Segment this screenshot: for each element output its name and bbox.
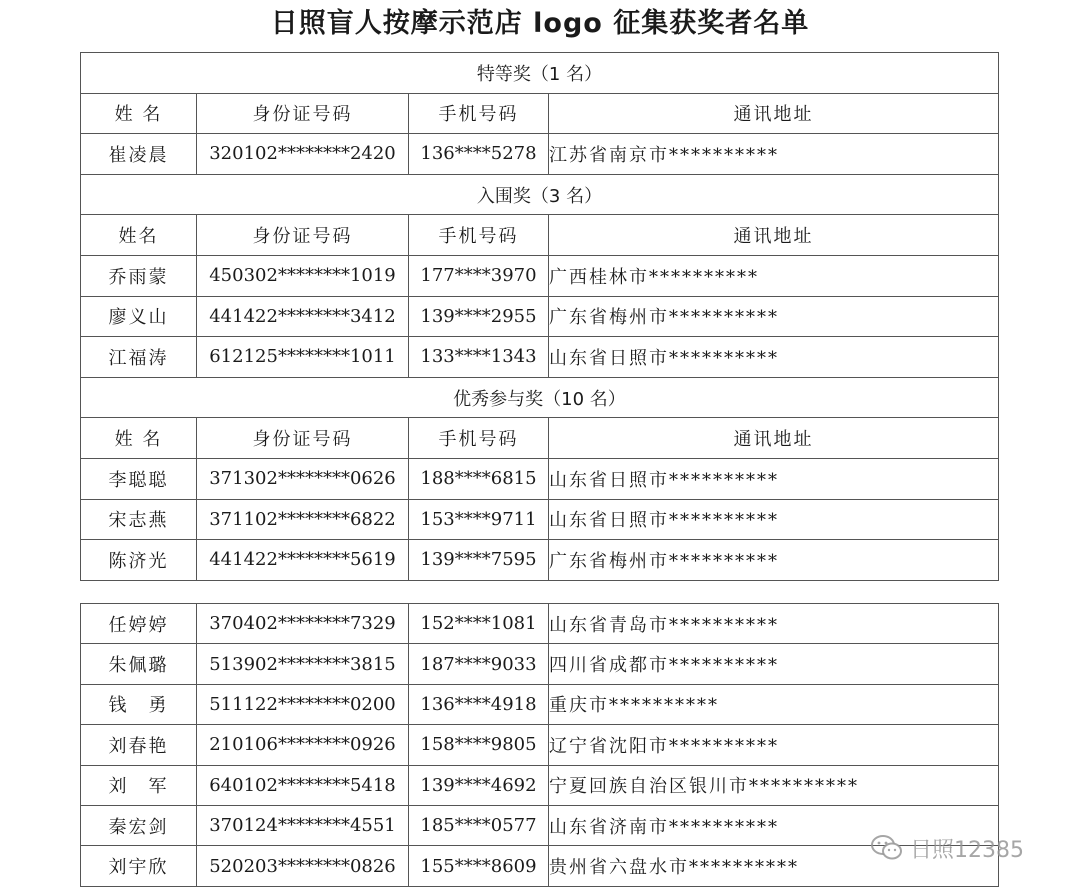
cell-name: 刘 军 (81, 765, 197, 805)
table-row (81, 846, 999, 886)
table-row (81, 805, 999, 845)
cell-id: 371302********0626 (197, 458, 409, 499)
header-address: 通讯地址 (549, 215, 999, 256)
cell-name: 崔凌晨 (81, 134, 197, 175)
cell-id: 320102********2420 (197, 134, 409, 175)
cell-phone: 152****1081 (409, 604, 549, 644)
cell-phone: 136****4918 (409, 684, 549, 724)
cell-name: 江福涛 (81, 337, 197, 378)
header-phone: 手机号码 (409, 418, 549, 459)
cell-address: 辽宁省沈阳市********** (549, 725, 999, 765)
cell-name: 李聪聪 (81, 458, 197, 499)
cell-id: 450302********1019 (197, 255, 409, 296)
table-row (81, 765, 999, 805)
page-title: 日照盲人按摩示范店 logo 征集获奖者名单 (270, 8, 810, 39)
cell-phone: 139****7595 (409, 540, 549, 581)
cell-id: 513902********3815 (197, 644, 409, 684)
cell-id: 441422********5619 (197, 540, 409, 581)
cell-id: 210106********0926 (197, 725, 409, 765)
cell-phone: 187****9033 (409, 644, 549, 684)
cell-id: 371102********6822 (197, 499, 409, 540)
header-row (81, 418, 999, 459)
cell-name: 钱 勇 (81, 684, 197, 724)
table-row (81, 458, 999, 499)
cell-name: 任婷婷 (81, 604, 197, 644)
cell-address: 广西桂林市********** (549, 255, 999, 296)
cell-name: 乔雨蒙 (81, 255, 197, 296)
cell-address: 山东省青岛市********** (549, 604, 999, 644)
cell-id: 441422********3412 (197, 296, 409, 337)
cell-address: 宁夏回族自治区银川市********** (549, 765, 999, 805)
table-row (81, 725, 999, 765)
table-row (81, 644, 999, 684)
cell-phone: 158****9805 (409, 725, 549, 765)
cell-address: 贵州省六盘水市********** (549, 846, 999, 886)
table-row (81, 134, 999, 175)
cell-phone: 188****6815 (409, 458, 549, 499)
cell-address: 四川省成都市********** (549, 644, 999, 684)
table-row (81, 255, 999, 296)
cell-id: 612125********1011 (197, 337, 409, 378)
header-name: 姓 名 (81, 93, 197, 134)
cell-id: 370402********7329 (197, 604, 409, 644)
cell-id: 370124********4551 (197, 805, 409, 845)
cell-phone: 136****5278 (409, 134, 549, 175)
cell-phone: 133****1343 (409, 337, 549, 378)
cell-address: 山东省济南市********** (549, 805, 999, 845)
cell-name: 秦宏剑 (81, 805, 197, 845)
section-row (81, 174, 999, 215)
cell-address: 广东省梅州市********** (549, 296, 999, 337)
table-row (81, 604, 999, 644)
cell-address: 江苏省南京市********** (549, 134, 999, 175)
cell-address: 山东省日照市********** (549, 337, 999, 378)
cell-phone: 155****8609 (409, 846, 549, 886)
table-row (81, 296, 999, 337)
cell-name: 刘宇欣 (81, 846, 197, 886)
header-row (81, 93, 999, 134)
section-title: 入围奖（3 名） (81, 174, 999, 215)
watermark-text: 日照12385 (910, 837, 1024, 863)
cell-id: 640102********5418 (197, 765, 409, 805)
header-id: 身份证号码 (197, 215, 409, 256)
watermark (870, 832, 1024, 864)
cell-id: 520203********0826 (197, 846, 409, 886)
header-phone: 手机号码 (409, 215, 549, 256)
wechat-icon (870, 834, 904, 862)
cell-phone: 139****2955 (409, 296, 549, 337)
cell-name: 陈济光 (81, 540, 197, 581)
cell-address: 山东省日照市********** (549, 458, 999, 499)
winners-table (80, 52, 999, 581)
cell-id: 511122********0200 (197, 684, 409, 724)
cell-address: 重庆市********** (549, 684, 999, 724)
table-row (81, 337, 999, 378)
header-name: 姓 名 (81, 418, 197, 459)
header-phone: 手机号码 (409, 93, 549, 134)
cell-name: 宋志燕 (81, 499, 197, 540)
cell-phone: 153****9711 (409, 499, 549, 540)
header-id: 身份证号码 (197, 93, 409, 134)
cell-address: 山东省日照市********** (549, 499, 999, 540)
cell-name: 朱佩璐 (81, 644, 197, 684)
cell-name: 廖义山 (81, 296, 197, 337)
table-row (81, 499, 999, 540)
cell-phone: 177****3970 (409, 255, 549, 296)
cell-phone: 185****0577 (409, 805, 549, 845)
table-row (81, 540, 999, 581)
section-title: 特等奖（1 名） (81, 53, 999, 94)
section-title: 优秀参与奖（10 名） (81, 377, 999, 418)
header-address: 通讯地址 (549, 93, 999, 134)
cell-address: 广东省梅州市********** (549, 540, 999, 581)
header-id: 身份证号码 (197, 418, 409, 459)
section-row (81, 377, 999, 418)
header-row (81, 215, 999, 256)
section-row (81, 53, 999, 94)
cell-phone: 139****4692 (409, 765, 549, 805)
table-row (81, 684, 999, 724)
header-name: 姓名 (81, 215, 197, 256)
header-address: 通讯地址 (549, 418, 999, 459)
cell-name: 刘春艳 (81, 725, 197, 765)
winners-table-continued (80, 603, 999, 887)
